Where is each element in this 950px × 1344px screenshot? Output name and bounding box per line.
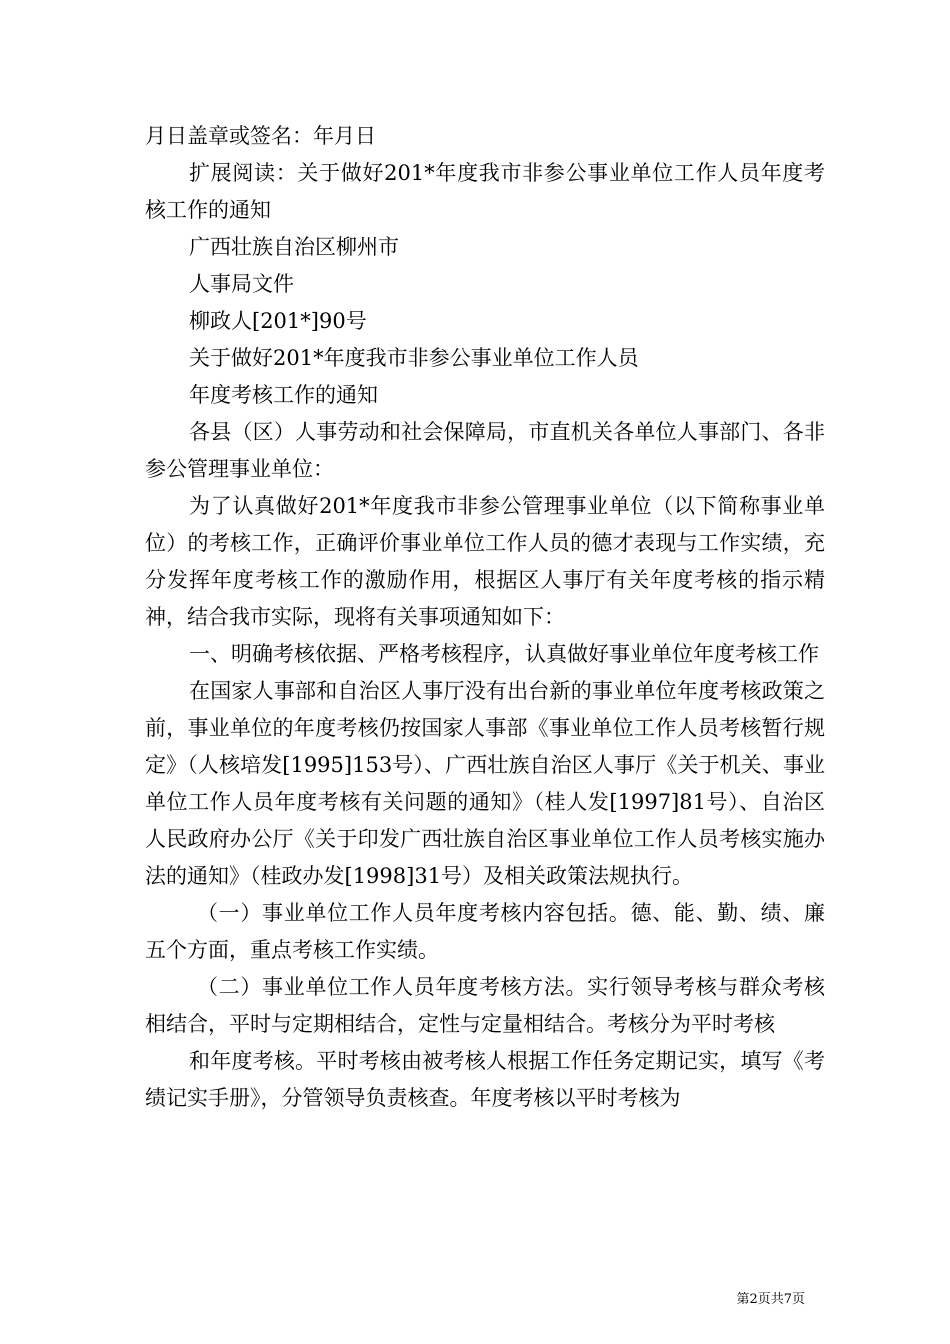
document-body bbox=[145, 118, 825, 1117]
page-footer bbox=[0, 1292, 950, 1308]
paragraph-intro: 为了认真做好201*年度我市非参公管理事业单位（以下简称事业单位）的考核工作，正确评价事业单位工作人员的德才表现与工作实绩，充分发挥年度考核工作的激励作用，根据区人事厅有关年度考核的指示精神，结合我市实际，现将有关事项通知如下： bbox=[145, 494, 825, 629]
paragraph-policy-basis: 在国家人事部和自治区人事厅没有出台新的事业单位年度考核政策之前，事业单位的年度考核仍按国家人事部《事业单位工作人员考核暂行规定》（人核培发[1995]153号）、广西壮族自治区人事厅《关于机关、事业单位工作人员年度考核有关问题的通知》（桂人发[1997]81号）、自治区人民政府办公厅《关于印发广西壮族自治区事业单位工作人员考核实施办法的通知》（桂政办发[1998]31号）及相关政策法规执行。 bbox=[145, 679, 825, 888]
paragraph-extended-reading: 扩展阅读：关于做好201*年度我市非参公事业单位工作人员年度考核工作的通知 bbox=[145, 161, 825, 222]
paragraph-item-one: （一）事业单位工作人员年度考核内容包括。德、能、勤、绩、廉五个方面，重点考核工作实绩。 bbox=[145, 901, 825, 962]
paragraph-item-two-continued: 和年度考核。平时考核由被考核人根据工作任务定期记实，填写《考绩记实手册》，分管领导负责核查。年度考核以平时考核为 bbox=[145, 1049, 825, 1110]
paragraph-section-one-heading: 一、明确考核依据、严格考核程序，认真做好事业单位年度考核工作 bbox=[189, 642, 819, 666]
paragraph-notice-title-line2: 年度考核工作的通知 bbox=[189, 383, 378, 407]
paragraph-addressees: 各县（区）人事劳动和社会保障局，市直机关各单位人事部门、各非参公管理事业单位： bbox=[145, 420, 825, 481]
paragraph-signature-line: 月日盖章或签名：年月日 bbox=[145, 124, 376, 148]
paragraph-notice-title-line1: 关于做好201*年度我市非参公事业单位工作人员 bbox=[189, 346, 639, 370]
paragraph-item-two: （二）事业单位工作人员年度考核方法。实行领导考核与群众考核相结合，平时与定期相结合，定性与定量相结合。考核分为平时考核 bbox=[145, 975, 825, 1036]
paragraph-issuer-office: 人事局文件 bbox=[189, 272, 294, 296]
page-number: 第2页共7页 bbox=[736, 1292, 805, 1307]
paragraph-document-number: 柳政人[201*]90号 bbox=[189, 309, 367, 333]
paragraph-issuer-region: 广西壮族自治区柳州市 bbox=[189, 235, 399, 259]
